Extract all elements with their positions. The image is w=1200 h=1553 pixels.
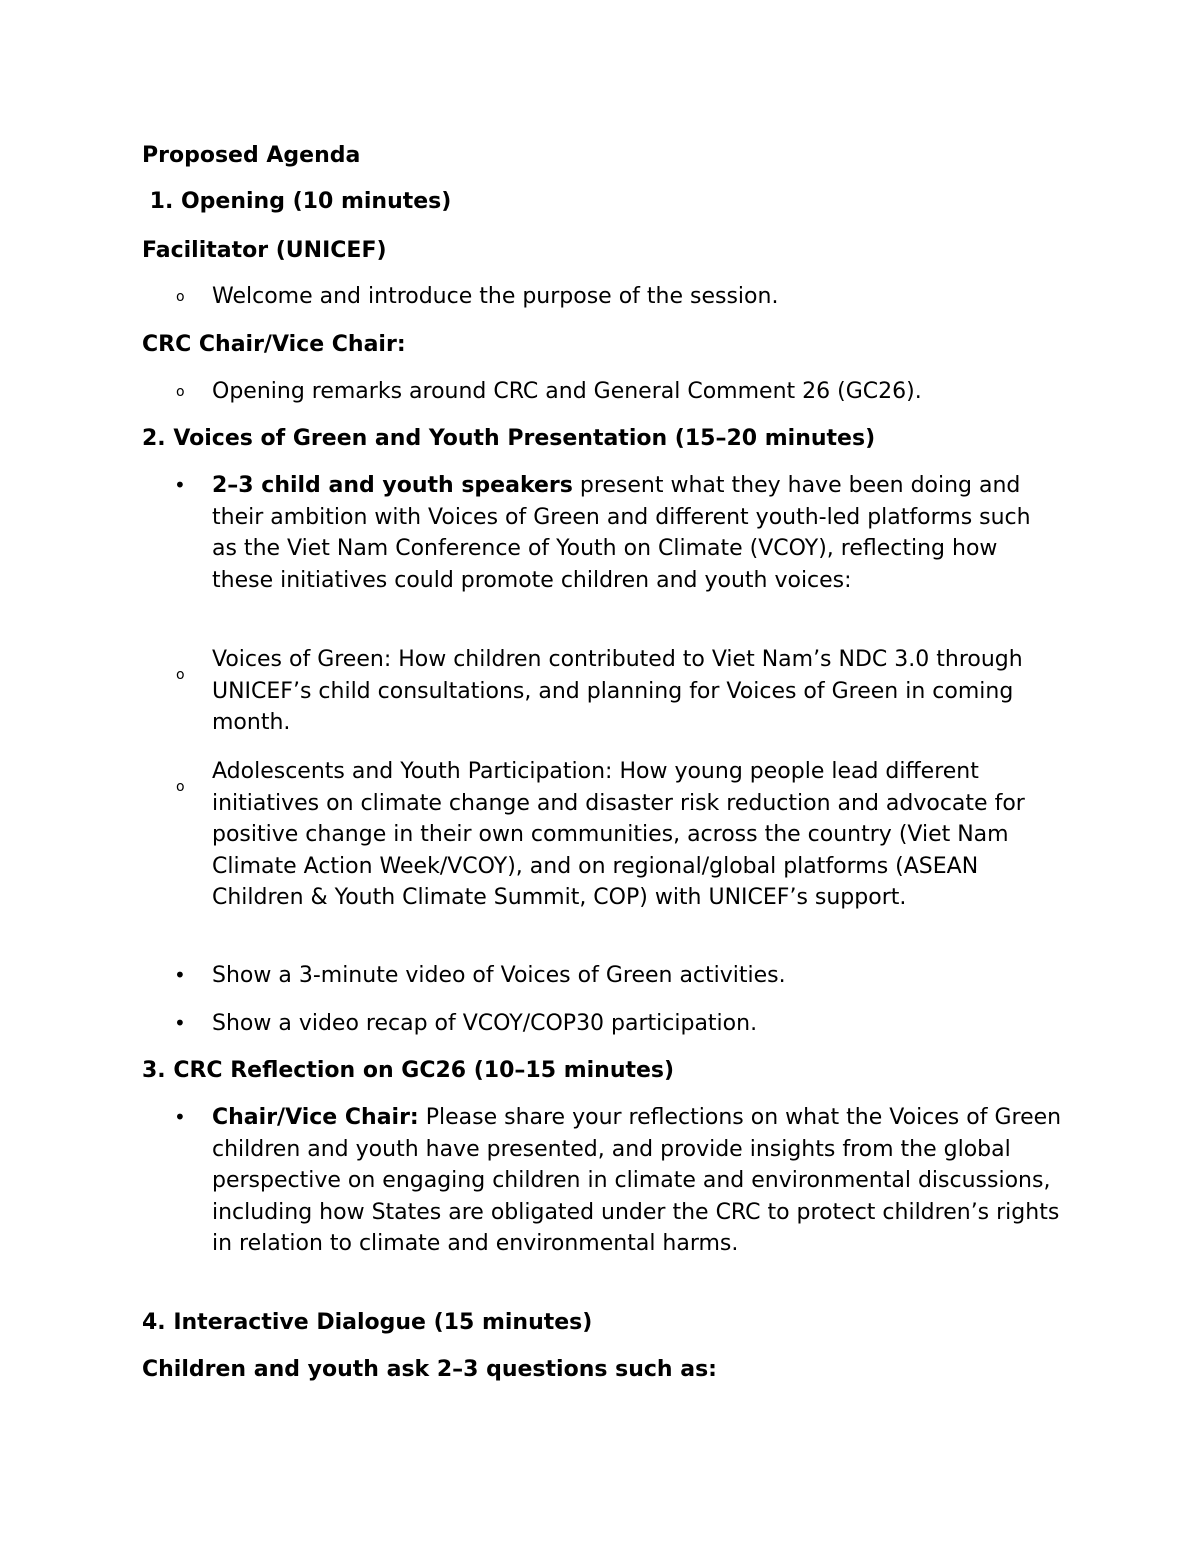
- reflection-bullet: [212, 1102, 1072, 1260]
- reflection-bold: Chair/Vice Chair:: [212, 1105, 419, 1130]
- bullet-icon: •: [174, 1105, 186, 1129]
- circle-bullet-icon: o: [176, 779, 185, 795]
- list-item: Show a 3-minute video of Voices of Green activities.: [212, 963, 786, 988]
- list-item: Adolescents and Youth Participation: How young people lead different initiatives on climate change and disaster risk reduction and advocate for positive change in their own communities, across the country (Viet Nam Climate Action Week/VCOY), and on regional/global platforms (ASEAN Children & Youth Climate Summit, COP) with UNICEF’s support.: [212, 759, 1025, 910]
- speakers-bold: 2–3 child and youth speakers: [212, 473, 573, 498]
- section-3-heading: 3. CRC Reflection on GC26 (10–15 minutes): [142, 1058, 675, 1083]
- bullet-icon: •: [174, 1011, 186, 1035]
- circle-bullet-icon: o: [176, 384, 185, 400]
- list-item: Show a video recap of VCOY/COP30 participation.: [212, 1011, 758, 1036]
- page-title: Proposed Agenda: [142, 143, 361, 168]
- crc-chair-label: CRC Chair/Vice Chair:: [142, 332, 406, 357]
- section-4-heading: 4. Interactive Dialogue (15 minutes): [142, 1310, 593, 1335]
- bullet-icon: •: [174, 963, 186, 987]
- list-item: Welcome and introduce the purpose of the session.: [212, 284, 779, 309]
- facilitator-label: Facilitator (UNICEF): [142, 238, 387, 263]
- speakers-text: present what they have been doing and their ambition with Voices of Green and different youth-led platforms such as the Viet Nam Conference of Youth on Climate (VCOY), reflecting how these initiatives could promote children and youth voices:: [212, 473, 1031, 593]
- speakers-bullet: [212, 470, 1042, 596]
- circle-bullet-icon: o: [176, 667, 185, 683]
- circle-bullet-icon: o: [176, 289, 185, 305]
- list-item: Opening remarks around CRC and General Comment 26 (GC26).: [212, 379, 922, 404]
- bullet-icon: •: [174, 473, 186, 497]
- section-1-heading: 1. Opening (10 minutes): [142, 189, 452, 214]
- reflection-text: Please share your reflections on what the Voices of Green children and youth have presented, and provide insights from the global perspective on engaging children in climate and environmental discussions, including how States are obligated under the CRC to protect children’s rights in relation to climate and environmental harms.: [212, 1105, 1062, 1256]
- section-2-heading: 2. Voices of Green and Youth Presentation (15–20 minutes): [142, 426, 876, 451]
- list-item: Voices of Green: How children contributed to Viet Nam’s NDC 3.0 through UNICEF’s child consultations, and planning for Voices of Green in coming month.: [212, 647, 1023, 735]
- section-4-subheading: Children and youth ask 2–3 questions such as:: [142, 1357, 717, 1382]
